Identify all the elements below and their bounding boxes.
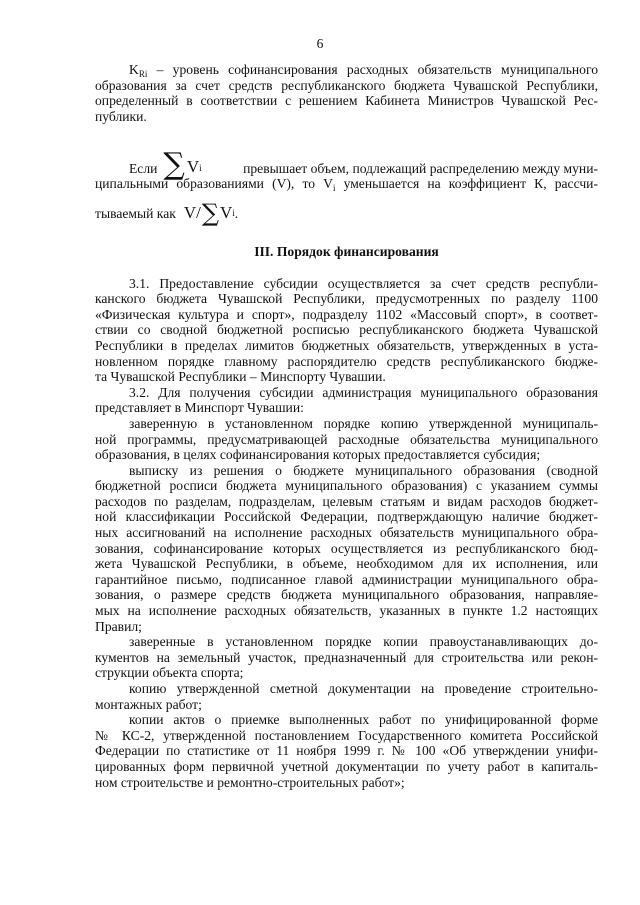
- text-line: монтажных работ;: [95, 696, 202, 712]
- text-line: струкции объекта спорта;: [95, 665, 244, 681]
- paragraph-3-1: [95, 276, 598, 385]
- list-item: [95, 634, 598, 681]
- v-symbol: V: [186, 157, 200, 177]
- kri-definition-paragraph: [95, 62, 598, 124]
- text-line: зования, софинансирование которых осуществляется из республиканского бюд-: [95, 540, 598, 556]
- text-line: ной программы, предусматривающей расходные обязательства муниципального: [95, 431, 598, 447]
- page-number: 6: [316, 36, 324, 51]
- text-line: Республики в пределах лимитов бюджетных обязательств, утвержденных в уста-: [95, 337, 598, 353]
- text-line: ствии со сводной бюджетной росписью республиканского бюджета Чувашской: [95, 322, 598, 338]
- formula-line-3: [95, 192, 598, 227]
- sum-symbol-small: ∑: [201, 198, 219, 227]
- formula-paragraph: [95, 146, 598, 227]
- text-line: зования, о размере средств бюджета муниципального образования, направляе-: [95, 587, 598, 603]
- text-line: ном строительстве и ремонтно-строительных работ»;: [95, 774, 405, 790]
- kri-text: – уровень софинансирования расходных обязательств муниципального: [147, 62, 598, 77]
- text-line: копии актов о приемке выполненных работ по унифицированной форме: [129, 712, 598, 728]
- text-line: образования за счет средств республиканского бюджета Чувашской Республики,: [95, 77, 598, 93]
- list-item: [95, 416, 598, 463]
- text-line: [95, 62, 598, 78]
- text-line: представляет в Минспорт Чувашии:: [95, 400, 304, 416]
- text-line: та Чувашской Республики – Минспорту Чувашии.: [95, 369, 386, 385]
- text-line: заверенную в установленном порядке копию утвержденной муниципаль-: [129, 415, 598, 431]
- text-line: заверенные в установленном порядке копии правоустанавливающих до-: [129, 634, 598, 650]
- text-line: образования, в целях софинансирования которых предоставляется субсидия;: [95, 447, 541, 463]
- text-line: бюджетной росписи бюджета муниципального образования) с указанием суммы: [95, 478, 598, 494]
- text-line: гарантийное письмо, подписанное главой администрации муниципального обра-: [95, 571, 598, 587]
- list-item: [95, 463, 598, 635]
- text-line: Правил;: [95, 618, 142, 634]
- text-line: ных ассигнований на исполнение расходных обязательств муниципального обра-: [95, 525, 598, 541]
- formula-line-3-text: тываемый как: [95, 206, 176, 222]
- text-line: канского бюджета Чувашской Республики, предусмотренных по разделу 1100: [95, 291, 598, 307]
- text-line: выписку из решения о бюджете муниципального образования (сводной: [129, 462, 598, 478]
- text-line: кументов на земельный участок, предназначенный для строительства или рекон-: [95, 649, 598, 665]
- v-over-symbol: V/: [183, 202, 201, 222]
- formula-if-text: Если: [129, 160, 158, 176]
- vi-subscript-2: i: [232, 208, 235, 219]
- text-line: мых на исполнение расходных обязательств, указанных в пункте 1.2 настоящих: [95, 603, 598, 619]
- sum-symbol: ∑: [163, 147, 185, 183]
- formula-line-2-text: ципальными образованиями (V), то V: [95, 176, 333, 192]
- formula-period: .: [234, 206, 239, 222]
- kri-subscript: Ri: [138, 69, 148, 79]
- list-item: [95, 712, 598, 790]
- vi-subscript: i: [332, 183, 336, 194]
- text-line: ной классификации Российской Федерации, подтверждающую наличие бюджет-: [95, 509, 598, 525]
- formula-line-1: [95, 146, 598, 183]
- v-subscript: i: [199, 162, 202, 173]
- text-line: расходов по разделам, подразделам, целевым статьям и видам расходов бюджет-: [95, 493, 598, 509]
- text-line: цированных форм первичной учетной документации по учету работ в капиталь-: [95, 758, 598, 774]
- list-item: [95, 681, 598, 712]
- text-line: определенный в соответствии с решением Кабинета Министров Чувашской Рес-: [95, 93, 598, 109]
- text-line: новленном порядке главному распорядителю средств республиканского бюдже-: [95, 353, 598, 369]
- text-line: публики.: [95, 108, 147, 124]
- formula-line-1-text: превышает объем, подлежащий распределению между муни-: [243, 160, 598, 176]
- text-line: № КС-2, утвержденной постановлением Государственного комитета Российской: [95, 727, 598, 743]
- text-line: копию утвержденной сметной документации на проведение строительно-: [129, 681, 598, 696]
- text-line: Федерации по статистике от 11 ноября 1999 г. № 100 «Об утверждении унифи-: [95, 743, 598, 759]
- text-line: 3.1. Предоставление субсидии осуществляется за счет средств республи-: [129, 275, 598, 291]
- vi-symbol: V: [219, 202, 233, 222]
- text-line: 3.2. Для получения субсидии администрация муниципального образования: [129, 384, 598, 400]
- kri-symbol: K: [129, 62, 139, 77]
- text-line: «Физическая культура и спорт», подразделу 1102 «Массовый спорт», в соответ-: [95, 306, 598, 322]
- text-line: жета Чувашской Республики, в объеме, необходимом для их исполнения, или: [95, 556, 598, 572]
- page-content: [95, 62, 598, 790]
- formula-line-2-end: уменьшается на коэффициент К, рассчи-: [335, 176, 598, 192]
- section-heading: III. Порядок финансирования: [254, 243, 439, 259]
- paragraph-3-2: [95, 385, 598, 416]
